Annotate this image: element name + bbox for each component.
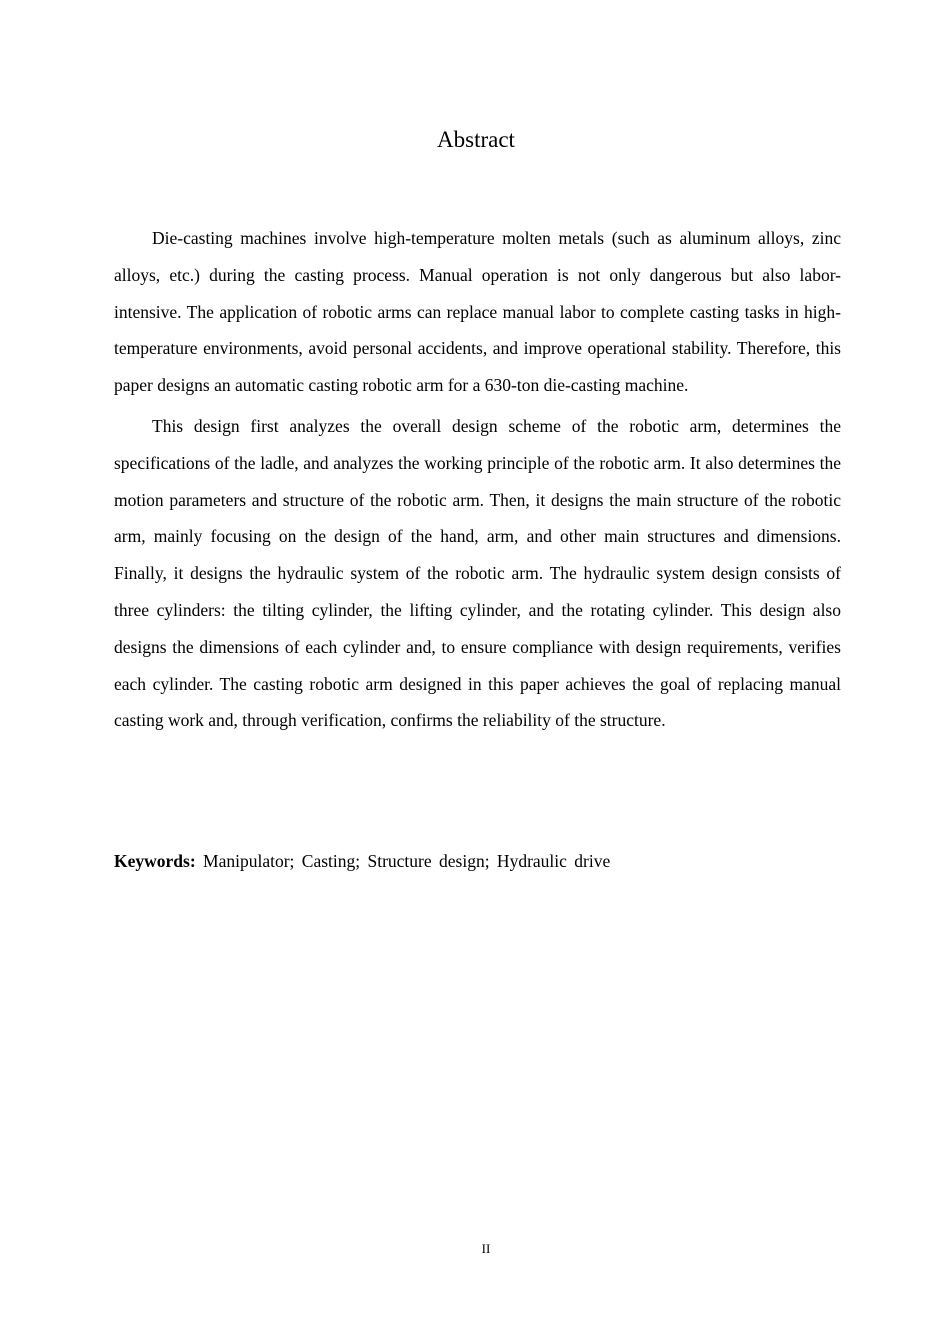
keywords-text: Manipulator; Casting; Structure design; Hydraulic drive — [203, 851, 611, 871]
abstract-paragraph-1: Die-casting machines involve high-temperature molten metals (such as aluminum alloys, zinc alloys, etc.) during the casting process. Manual operation is not only dangerous but also labor-intensive. The application of robotic arms can replace manual labor to complete casting tasks in high-temperature environments, avoid personal accidents, and improve operational stability. Therefore, this paper designs an automatic casting robotic arm for a 630-ton die-casting machine. — [114, 228, 841, 396]
keywords-label: Keywords: — [114, 851, 196, 871]
page-number: II — [481, 1241, 491, 1256]
keywords-line — [114, 845, 841, 877]
abstract-title: Abstract — [437, 127, 515, 152]
abstract-paragraph-2: This design first analyzes the overall design scheme of the robotic arm, determines the specifications of the ladle, and analyzes the working principle of the robotic arm. It also determines the motion parameters and structure of the robotic arm. Then, it designs the main structure of the robotic arm, mainly focusing on the design of the hand, arm, and other main structures and dimensions. Finally, it designs the hydraulic system of the robotic arm. The hydraulic system design consists of three cylinders: the tilting cylinder, the lifting cylinder, and the rotating cylinder. This design also designs the dimensions of each cylinder and, to ensure compliance with design requirements, verifies each cylinder. The casting robotic arm designed in this paper achieves the goal of replacing manual casting work and, through verification, confirms the reliability of the structure. — [114, 415, 841, 731]
abstract-body — [114, 220, 841, 739]
